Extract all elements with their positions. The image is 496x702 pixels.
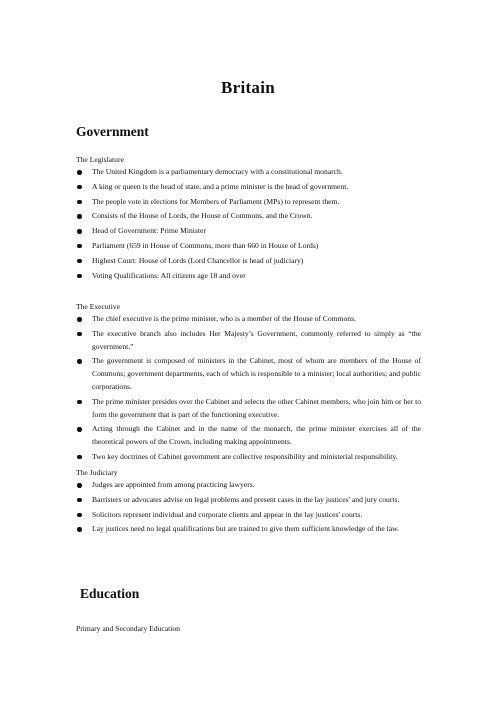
bullet-icon [77,400,82,405]
bullet-icon [77,513,82,518]
list-item-text: Consists of the House of Lords, the House of Commons, and the Crown. [92,211,313,221]
bullet-icon [77,170,82,175]
bullet-icon [77,259,82,264]
list-item [76,509,421,522]
list-item [76,494,421,507]
bullet-icon [77,427,82,432]
list-item-text: The executive branch also includes Her Majesty’s Government, commonly referred to simply as “the government.” [92,328,421,351]
list-item-text: The people vote in elections for Members of Parliament (MPs) to represent them. [92,196,340,206]
judiciary-list [76,479,421,538]
list-item-text: Voting Qualifications: All citizens age 18 and over [92,270,246,280]
list-item-text: Judges are appointed from among practicing lawyers. [92,480,255,489]
list-item-text: Lay justices need no legal qualifications but are trained to give them sufficient knowledge of the law. [92,524,400,534]
section-heading-government: Government [76,124,149,139]
subheading-primary-secondary: Primary and Secondary Education [76,624,180,633]
list-item-text: Head of Government: Prime Minister [92,226,206,236]
bullet-icon [77,229,82,234]
subheading-legislature: The Legislature [76,155,124,164]
list-item [76,181,421,194]
bullet-icon [77,200,82,205]
list-item-text: The prime minister presides over the Cabinet and selects the other Cabinet members, who join him or her to form the government that is part of the functioning executive. [92,396,421,419]
list-item [76,255,421,268]
bullet-icon [77,527,82,532]
bullet-icon [77,274,82,279]
subheading-judiciary: The Judiciary [76,468,118,477]
list-item-text: Highest Court: House of Lords (Lord Chancellor is head of judiciary) [92,255,304,265]
list-item [76,270,421,283]
list-item-text: A king or queen is the head of state, and a prime minister is the head of government. [92,181,349,191]
bullet-icon [77,244,82,249]
list-item-text: Barristers or advocates advise on legal problems and present cases in the lay justices' and jury courts. [92,494,400,504]
list-item [76,225,421,238]
section-heading-education: Education [80,586,140,601]
bullet-icon [77,455,82,460]
list-item-text: Parliament (659 in House of Commons, more than 660 in House of Lords) [92,240,319,250]
list-item-text: Acting through the Cabinet and in the name of the monarch, the prime minister exercises all of the theoretical powers of the Crown, including making appointments. [92,424,421,447]
list-item-text: The government is composed of ministers in the Cabinet, most of whom are members of the House of Commons; government departments, each of which is responsible to a minister; local authorities; and public corporations. [92,356,421,391]
subheading-executive: The Executive [76,302,121,311]
list-item-text: The United Kingdom is a parliamentary democracy with a constitutional monarch. [92,167,343,176]
bullet-icon [77,498,82,503]
list-item [76,166,421,179]
bullet-icon [77,185,82,190]
list-item-text: Solicitors represent individual and corporate clients and appear in the lay justices' courts. [92,509,363,519]
document-title: Britain [220,78,276,97]
list-item [76,451,421,464]
list-item [76,479,421,492]
bullet-icon [77,359,82,364]
list-item [76,423,421,449]
executive-list [76,313,421,466]
list-item [76,523,421,536]
bullet-icon [77,483,82,488]
list-item-text: The chief executive is the prime minister, who is a member of the House of Commons. [92,314,356,323]
list-item [76,240,421,253]
list-item [76,396,421,422]
list-item [76,328,421,354]
bullet-icon [77,332,82,337]
bullet-icon [77,317,82,322]
list-item-text: Two key doctrines of Cabinet government are collective responsibility and ministerial responsibility. [92,451,398,461]
list-item [76,196,421,209]
list-item [76,355,421,393]
bullet-icon [77,214,82,219]
list-item [76,313,421,326]
list-item [76,210,421,223]
legislature-list [76,166,421,284]
